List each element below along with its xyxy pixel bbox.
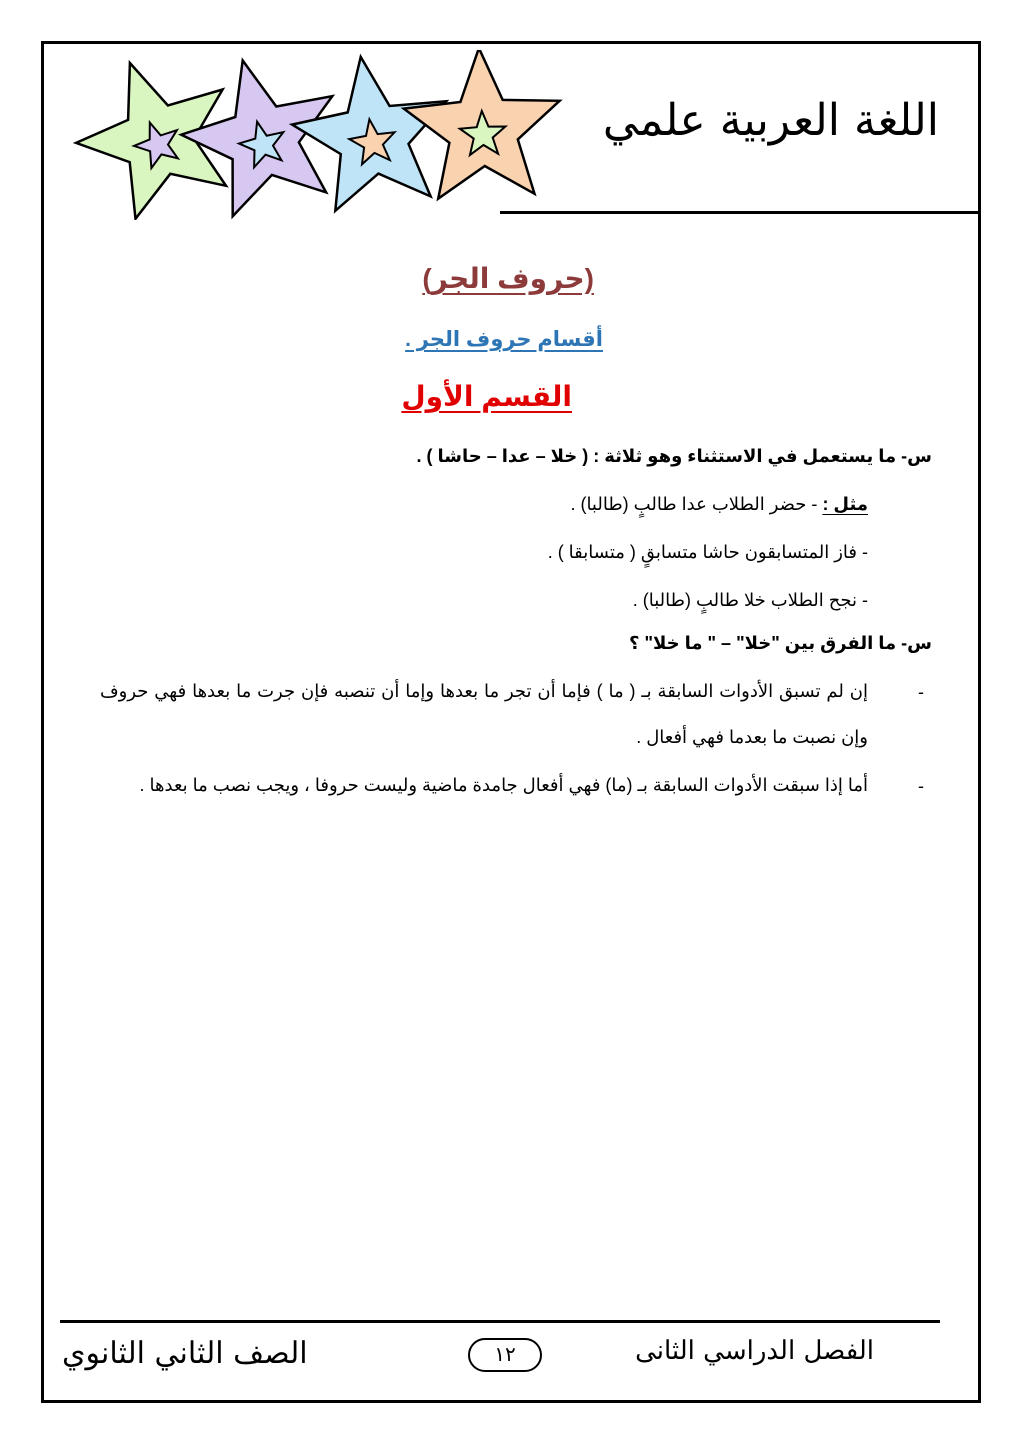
question-1: س- ما يستعمل في الاستثناء وهو ثلاثة : ( خلا – عدا – حاشا ) .: [416, 446, 932, 466]
footer-term: الفصل الدراسي الثانى: [635, 1336, 874, 1366]
answer-2: أما إذا سبقت الأدوات السابقة بـ (ما) فهي أفعال جامدة ماضية وليست حروفا ، ويجب نصب ما بعدها .: [139, 775, 868, 795]
example-2: - فاز المتسابقون حاشا متسابقٍ ( متسابقا ) .: [547, 542, 868, 562]
header-title: اللغة العربية علمي: [602, 95, 939, 146]
header-divider: [500, 211, 978, 214]
stars-decoration: [48, 50, 578, 220]
example-3: - نجح الطلاب خلا طالبٍ (طالبا) .: [632, 590, 868, 610]
example-1-text: - حضر الطلاب عدا طالبٍ (طالبا) .: [570, 494, 818, 514]
footer-divider: [60, 1320, 940, 1323]
bullet-1: -: [918, 682, 924, 702]
example-1: [570, 492, 868, 516]
question-2: س- ما الفرق بين "خلا" – " ما خلا" ؟: [629, 633, 932, 653]
example-label: مثل :: [822, 494, 868, 514]
footer-grade: الصف الثاني الثانوي: [62, 1336, 308, 1371]
lesson-subtitle: أقسام حروف الجر .: [405, 328, 603, 351]
page-number: ١٢: [468, 1338, 542, 1372]
section-title: القسم الأول: [401, 381, 572, 412]
answer-1: إن لم تسبق الأدوات السابقة بـ ( ما ) فإما أن تجر ما بعدها وإما أن تنصبه فإن جرت ما بعدها فهي حروف وإن نصبت ما بعدما فهي أفعال .: [100, 681, 868, 747]
lesson-title: (حروف الجر): [422, 263, 594, 294]
bullet-2: -: [918, 776, 924, 796]
